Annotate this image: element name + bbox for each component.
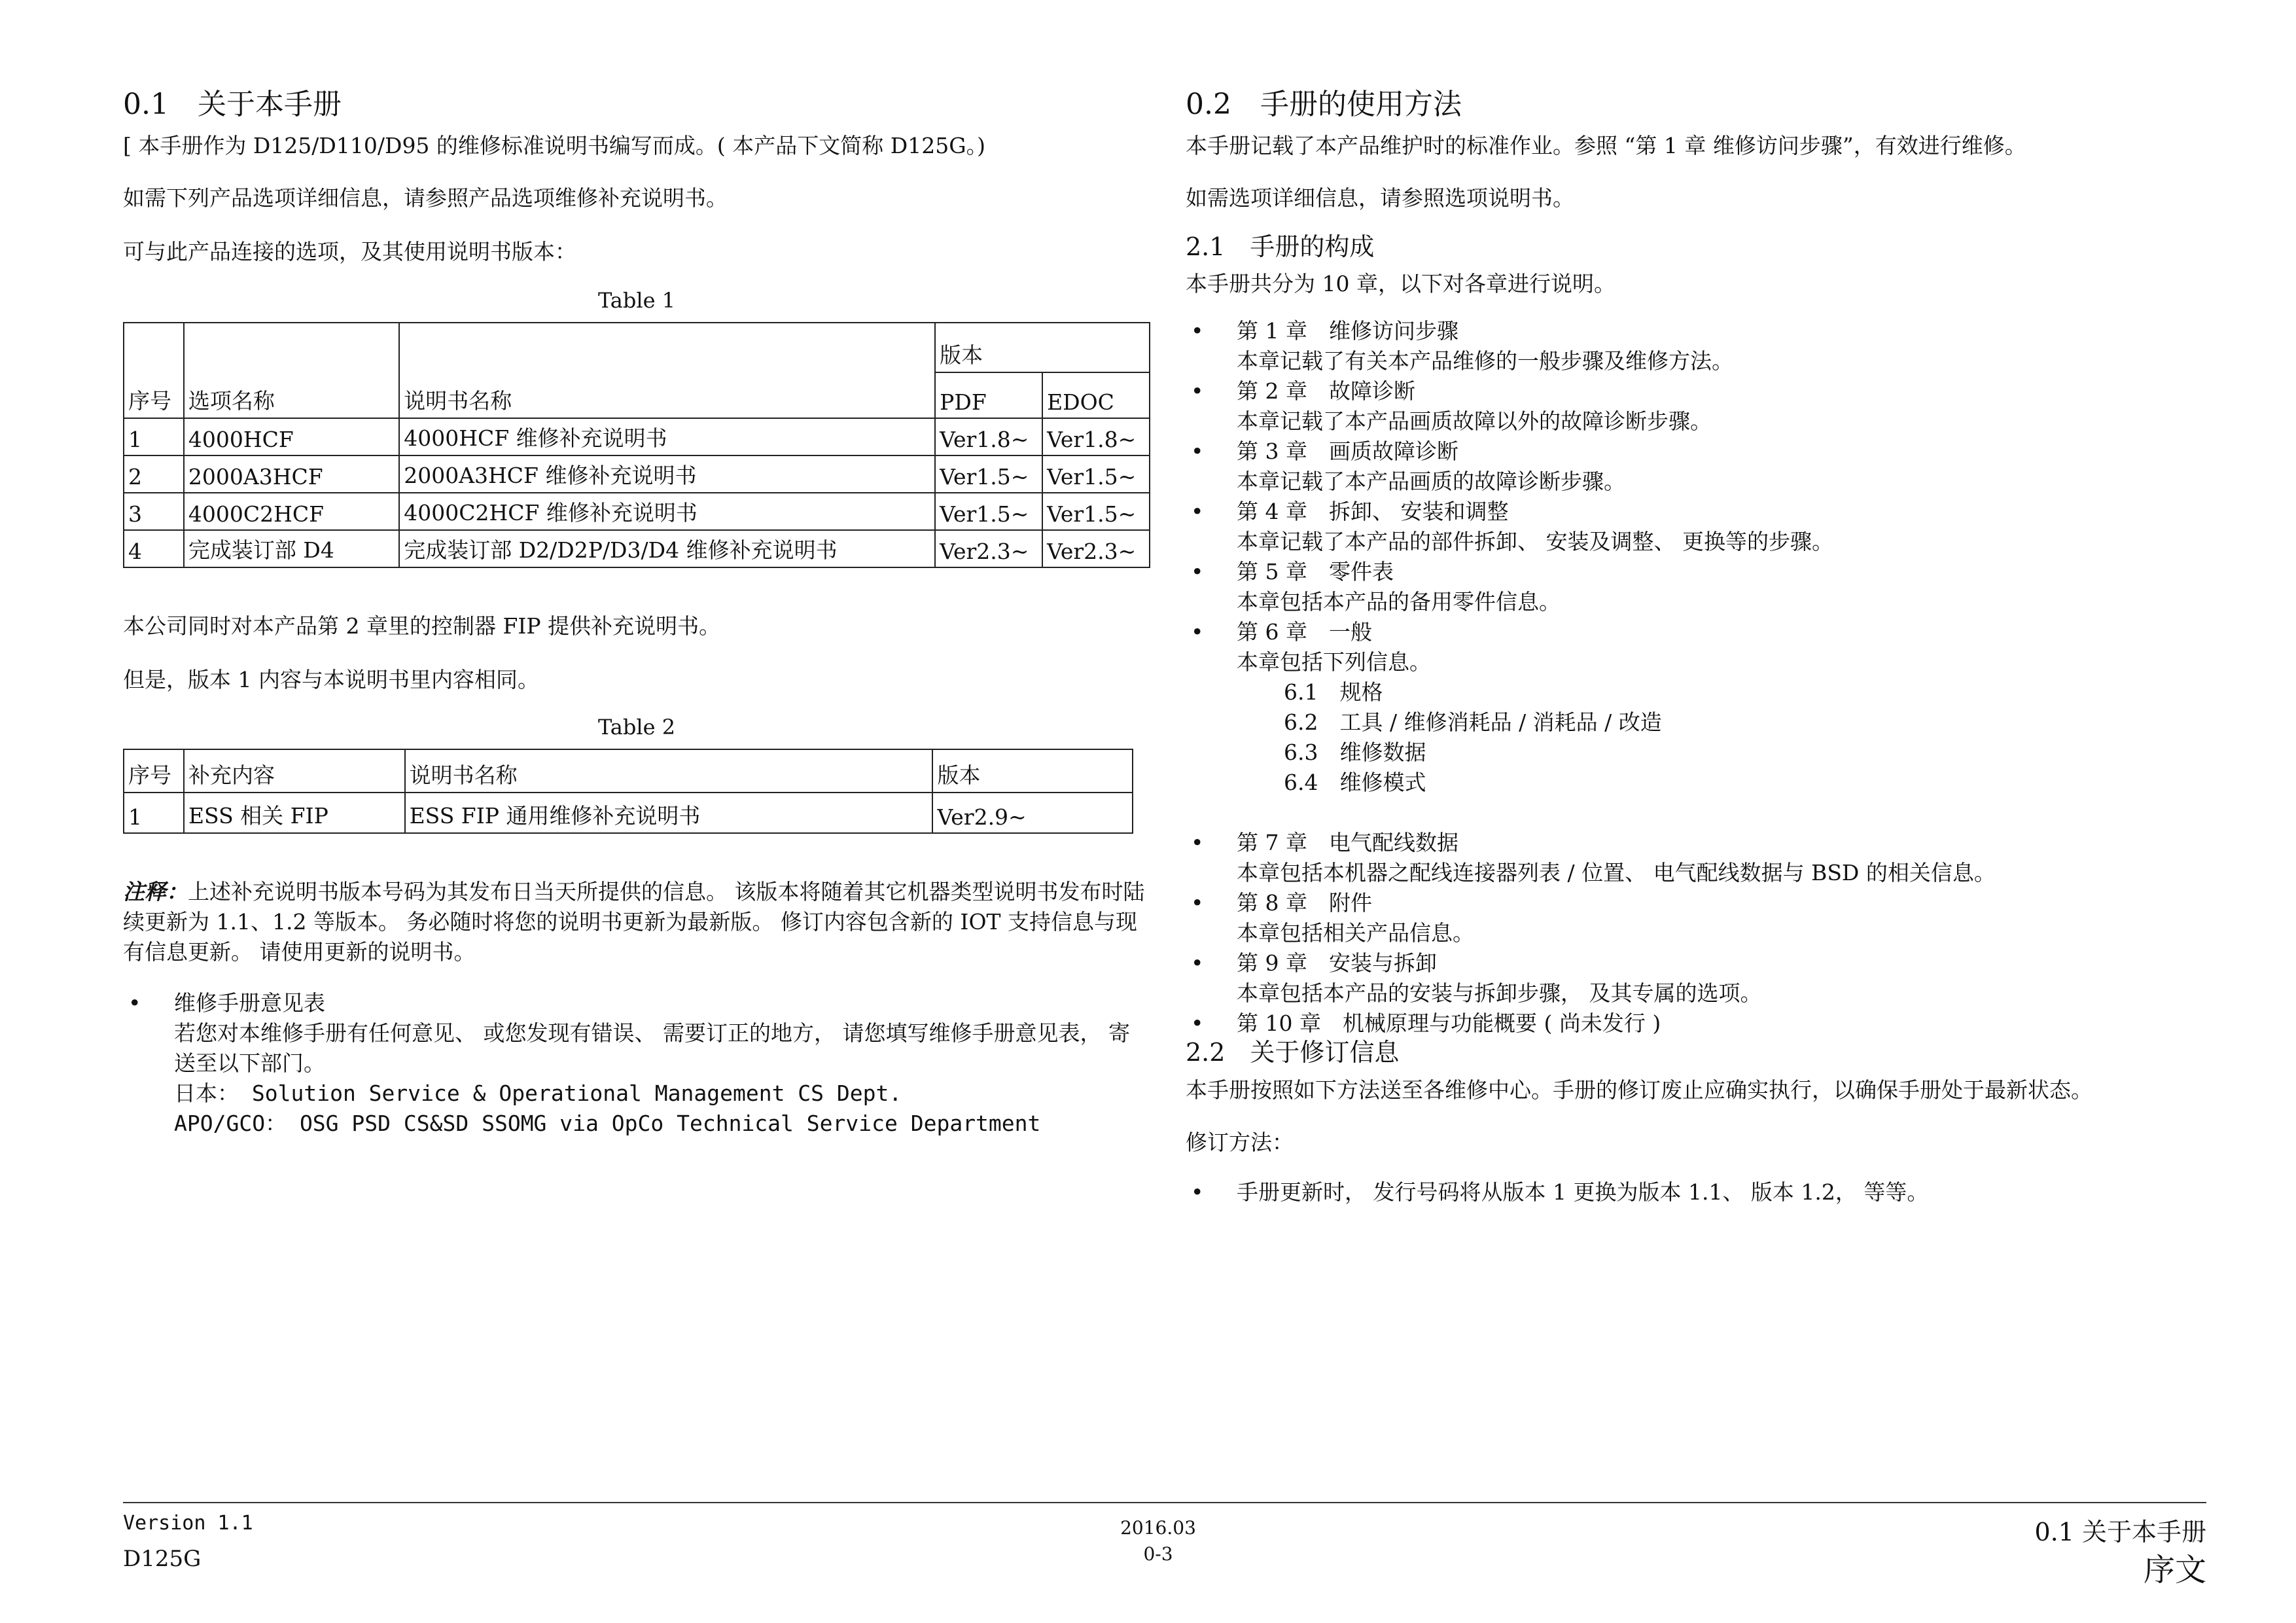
table-cell: ESS 相关 FIP [184,793,405,833]
chapter-desc: 本章包括本产品的安装与拆卸步骤， 及其专属的选项。 [1237,980,1762,1007]
revision-paragraph: 本手册按照如下方法送至各维修中心。手册的修订废止应确实执行，以确保手册处于最新状态。 [1186,1077,2093,1103]
chapter-title: 第 8 章 附件 [1237,890,1372,916]
chapter-desc: 本章包括本机器之配线连接器列表 / 位置、 电气配线数据与 BSD 的相关信息。 [1237,860,1996,886]
table1-header-no: 序号 [124,323,184,418]
table-cell: Ver2.9~ [932,793,1133,833]
list-item [1186,497,2206,557]
table-cell: 1 [124,418,184,455]
dept-japan: 日本： Solution Service & Operational Management CS Dept. [174,1080,902,1106]
ch6-item: 6.3 维修数据 [1284,740,1426,766]
table-cell: Ver2.3~ [1042,530,1150,567]
chapter-list-2 [1186,828,2206,1039]
bullet-icon: • [1191,318,1204,344]
table-cell: Ver1.5~ [935,493,1042,530]
controller-fip-paragraph: 本公司同时对本产品第 2 章里的控制器 FIP 提供补充说明书。 [123,613,721,639]
bullet-icon: • [1191,1010,1204,1037]
footer-rule [123,1502,2206,1503]
table-cell: 完成装订部 D2/D2P/D3/D4 维修补充说明书 [399,530,935,567]
table2 [123,749,1133,834]
chapter-title: 第 2 章 故障诊断 [1237,378,1415,404]
footer-date: 2016.03 [1120,1517,1196,1539]
footer-section: 0.1 关于本手册 [2034,1518,2206,1546]
list-item [123,988,1150,1139]
table2-caption: Table 2 [597,714,676,740]
table2-header-content: 补充内容 [184,749,405,793]
chapter-title: 第 1 章 维修访问步骤 [1237,318,1458,344]
table1-caption: Table 1 [597,287,676,313]
chapter-title: 第 10 章 机械原理与功能概要 ( 尚未发行 ) [1237,1010,1661,1037]
table1-header-edoc: EDOC [1042,372,1150,418]
ch6-item: 6.1 规格 [1284,679,1383,705]
note-text: 上述补充说明书版本号码为其发布日当天所提供的信息。 该版本将随着其它机器类型说明书发布时陆续更新为 1.1、1.2 等版本。 务必随时将您的说明书更新为最新版。 修订内容包含新的 IOT 支持信息与现有信息更新。 请使用更新的说明书。 [123,878,1145,965]
feedback-title: 维修手册意见表 [174,990,325,1016]
table-cell: Ver2.3~ [935,530,1042,567]
table1-header-version: 版本 [935,323,1150,372]
chapter-title: 第 3 章 画质故障诊断 [1237,438,1458,465]
table1 [123,322,1150,568]
footer-chapter: 序文 [2143,1552,2206,1588]
table-cell: 4000C2HCF [184,493,399,530]
table1-header-pdf: PDF [935,372,1042,418]
version-paragraph: 但是，版本 1 内容与本说明书里内容相同。 [123,666,539,692]
footer-model: D125G [123,1546,202,1572]
right-column [1186,88,2206,1213]
chapter-list [1186,316,2206,798]
table-cell: ESS FIP 通用维修补充说明书 [405,793,933,833]
chapter-title: 第 7 章 电气配线数据 [1237,830,1458,856]
structure-intro: 本手册共分为 10 章，以下对各章进行说明。 [1186,271,1616,297]
table-cell: Ver1.5~ [1042,455,1150,493]
table-row [124,530,1150,567]
chapter-title: 第 9 章 安装与拆卸 [1237,950,1437,976]
intro-paragraph: [ 本手册作为 D125/D110/D95 的维修标准说明书编写而成。( 本产品下文简称 D125G。) [123,132,985,158]
list-item [1186,437,2206,497]
list-item [1186,888,2206,948]
bullet-icon: • [1191,499,1204,525]
bullet-icon: • [1191,950,1204,976]
table-cell: 完成装订部 D4 [184,530,399,567]
table-cell: 2000A3HCF 维修补充说明书 [399,455,935,493]
table2-header-version: 版本 [932,749,1133,793]
left-column [123,88,1150,1144]
revision-method-label: 修订方法： [1186,1129,1294,1155]
list-item [1186,948,2206,1008]
options-paragraph: 如需下列产品选项详细信息，请参照产品选项维修补充说明书。 [123,185,728,211]
table-cell: Ver1.5~ [1042,493,1150,530]
chapter-desc: 本章包括本产品的备用零件信息。 [1237,589,1561,615]
chapter-desc: 本章记载了本产品的部件拆卸、 安装及调整、 更换等的步骤。 [1237,529,1833,555]
table1-header-manual: 说明书名称 [399,323,935,418]
bullet-icon: • [1191,619,1204,645]
table-cell: 4 [124,530,184,567]
section-title-0-1: 0.1 关于本手册 [123,88,342,121]
list-item [1186,316,2206,376]
table-cell: 2000A3HCF [184,455,399,493]
feedback-list [123,988,1150,1139]
dept-apo: APO/GCO： OSG PSD CS&SD SSOMG via OpCo Technical Service Department [174,1110,1041,1136]
bullet-icon: • [1191,890,1204,916]
list-item [1186,1008,2206,1039]
bullet-icon: • [1191,1179,1204,1205]
table-row [124,455,1150,493]
table2-header-row [124,749,1133,793]
chapter-desc: 本章记载了本产品画质的故障诊断步骤。 [1237,469,1625,495]
table-row [124,793,1133,833]
list-item [1186,617,2206,798]
bullet-icon: • [1191,830,1204,856]
section-title-0-2: 0.2 手册的使用方法 [1186,88,1462,121]
usage-paragraph: 本手册记载了本产品维护时的标准作业。参照 “第 1 章 维修访问步骤”，有效进行维修。 [1186,132,2026,158]
table1-header-row [124,323,1150,372]
table-cell: 2 [124,455,184,493]
bullet-icon: • [128,990,141,1016]
list-item [1186,828,2206,888]
section-title-2-1: 2.1 手册的构成 [1186,232,1375,261]
table-row [124,418,1150,455]
table2-header-no: 序号 [124,749,184,793]
chapter-title: 第 4 章 拆卸、 安装和调整 [1237,499,1509,525]
ch6-item: 6.4 维修模式 [1284,770,1426,796]
options-paragraph-right: 如需选项详细信息，请参照选项说明书。 [1186,185,1574,211]
table-cell: 1 [124,793,184,833]
table-cell: 4000HCF [184,418,399,455]
note-paragraph [123,877,1150,967]
chapter-desc: 本章记载了有关本产品维修的一般步骤及维修方法。 [1237,348,1733,374]
table-cell: Ver1.5~ [935,455,1042,493]
table-cell: 4000HCF 维修补充说明书 [399,418,935,455]
revision-bullet-text: 手册更新时， 发行号码将从版本 1 更换为版本 1.1、 版本 1.2， 等等。 [1237,1179,1929,1205]
table1-header-option: 选项名称 [184,323,399,418]
table-cell: Ver1.8~ [935,418,1042,455]
footer-version: Version 1.1 [123,1512,253,1535]
list-item [1186,1177,2206,1207]
revision-list [1186,1177,2206,1207]
table-cell: Ver1.8~ [1042,418,1150,455]
table2-header-manual: 说明书名称 [405,749,933,793]
table-cell: 4000C2HCF 维修补充说明书 [399,493,935,530]
chapter-title: 第 6 章 一般 [1237,619,1372,645]
ch6-item: 6.2 工具 / 维修消耗品 / 消耗品 / 改造 [1284,709,1662,736]
footer-page-number: 0-3 [1143,1543,1173,1565]
bullet-icon: • [1191,378,1204,404]
table-cell: 3 [124,493,184,530]
options-versions-paragraph: 可与此产品连接的选项，及其使用说明书版本： [123,238,576,264]
bullet-icon: • [1191,438,1204,465]
chapter-title: 第 5 章 零件表 [1237,559,1394,585]
list-item [1186,376,2206,437]
feedback-text: 若您对本维修手册有任何意见、 或您发现有错误、 需要订正的地方， 请您填写维修手册意见表， 寄送至以下部门。 [174,1020,1130,1076]
chapter-desc: 本章包括相关产品信息。 [1237,920,1474,946]
list-item [1186,557,2206,617]
chapter-desc: 本章记载了本产品画质故障以外的故障诊断步骤。 [1237,408,1712,435]
bullet-icon: • [1191,559,1204,585]
section-title-2-2: 2.2 关于修订信息 [1186,1038,1400,1067]
chapter-desc: 本章包括下列信息。 [1237,649,1431,675]
note-label: 注释： [123,878,188,904]
table-row [124,493,1150,530]
